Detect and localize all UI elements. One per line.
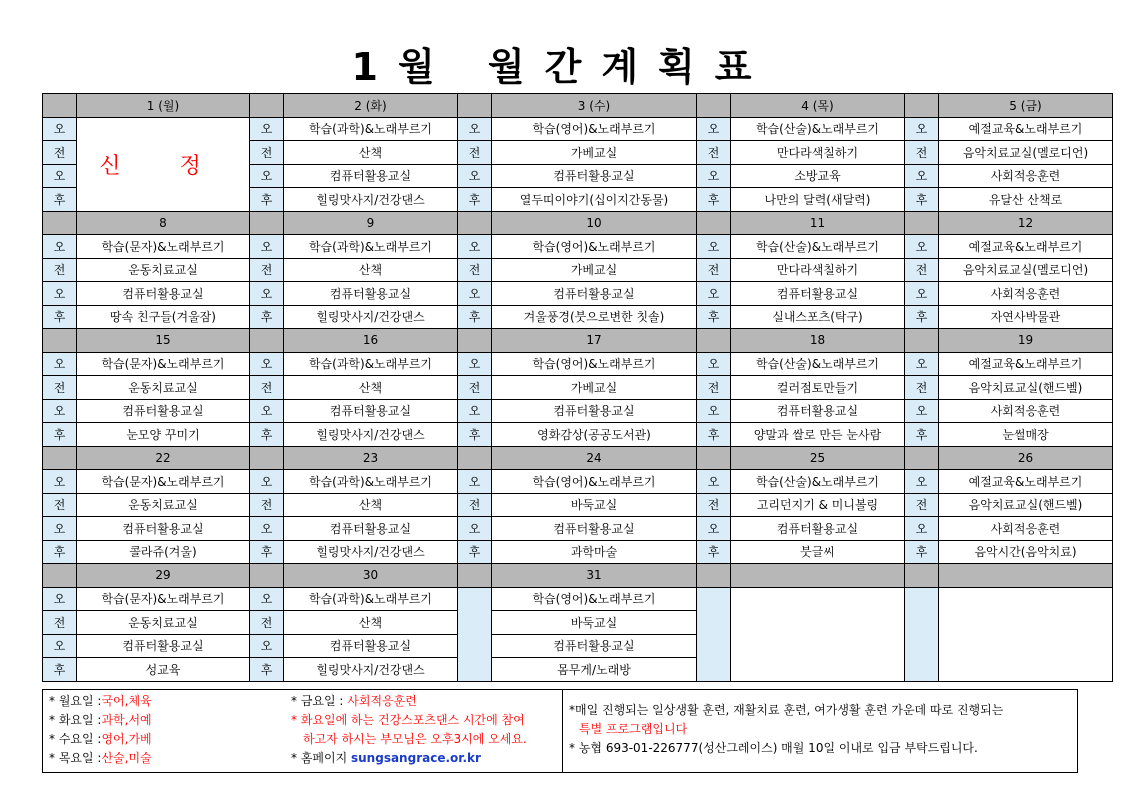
- time-label: 오: [458, 517, 492, 541]
- time-label: 오: [250, 235, 284, 259]
- activity-cell: 산책: [284, 258, 458, 282]
- time-label: 오: [458, 282, 492, 306]
- time-label: 오: [250, 470, 284, 494]
- note-bank-account: * 농협 693-01-226777(성산그레이스) 매월 10일 이내로 입금 부탁드립니다.: [569, 741, 978, 755]
- note-monday: * 월요일 :국어,체육: [49, 694, 152, 708]
- time-label: 후: [250, 188, 284, 212]
- header-spacer: [697, 446, 731, 470]
- note-friday: * 금요일 : 사회적응훈련: [291, 694, 417, 708]
- activity-cell: 컴퓨터활용교실: [492, 517, 697, 541]
- time-label: 오: [250, 282, 284, 306]
- empty-day-cell: [731, 587, 905, 681]
- activity-cell: 학습(문자)&노래부르기: [77, 352, 250, 376]
- time-label: 오: [43, 587, 77, 611]
- activity-row: [43, 540, 1113, 564]
- activity-cell: 붓글씨: [731, 540, 905, 564]
- activity-cell: 예절교육&노래부르기: [939, 470, 1113, 494]
- header-spacer: [250, 329, 284, 353]
- activity-cell: 열두띠이야기(십이지간동물): [492, 188, 697, 212]
- time-label: 전: [43, 611, 77, 635]
- time-label: 전: [250, 611, 284, 635]
- week-header-row: [43, 329, 1113, 353]
- day-header: [939, 564, 1113, 588]
- activity-cell: 가베교실: [492, 141, 697, 165]
- activity-cell: 땅속 친구들(겨울잠): [77, 305, 250, 329]
- activity-cell: 음악치료교실(멜로디언): [939, 258, 1113, 282]
- header-spacer: [43, 564, 77, 588]
- time-label: 전: [905, 493, 939, 517]
- day-header: 1 (월): [77, 94, 250, 118]
- activity-cell: 성교육: [77, 658, 250, 682]
- activity-cell: 학습(산술)&노래부르기: [731, 235, 905, 259]
- time-label: 전: [43, 493, 77, 517]
- activity-cell: 학습(과학)&노래부르기: [284, 235, 458, 259]
- activity-row: [43, 493, 1113, 517]
- day-header: 23: [284, 446, 458, 470]
- monthly-calendar: [42, 93, 1113, 682]
- activity-cell: 가베교실: [492, 376, 697, 400]
- header-spacer: [458, 94, 492, 118]
- activity-cell: 학습(과학)&노래부르기: [284, 587, 458, 611]
- activity-cell: 눈모양 꾸미기: [77, 423, 250, 447]
- activity-cell: 운동치료교실: [77, 258, 250, 282]
- time-label: 오: [905, 399, 939, 423]
- day-header: 9: [284, 211, 458, 235]
- time-label: 후: [697, 305, 731, 329]
- time-label: 후: [905, 188, 939, 212]
- header-spacer: [905, 329, 939, 353]
- activity-cell: 음악치료교실(핸드벨): [939, 493, 1113, 517]
- footer-notes: [42, 689, 1078, 773]
- header-spacer: [905, 211, 939, 235]
- activity-cell: 컴퓨터활용교실: [284, 164, 458, 188]
- time-label: 후: [905, 423, 939, 447]
- time-label: 전: [250, 141, 284, 165]
- day-header: 19: [939, 329, 1113, 353]
- time-label: 후: [250, 540, 284, 564]
- day-header: [731, 564, 905, 588]
- time-label: 오: [697, 470, 731, 494]
- time-label: 전: [697, 141, 731, 165]
- activity-cell: 실내스포츠(탁구): [731, 305, 905, 329]
- activity-cell: 산책: [284, 611, 458, 635]
- time-label: 전: [43, 376, 77, 400]
- time-label: 후: [458, 423, 492, 447]
- time-label: 전: [458, 141, 492, 165]
- activity-row: [43, 258, 1113, 282]
- activity-cell: 학습(과학)&노래부르기: [284, 117, 458, 141]
- time-label: 오: [43, 517, 77, 541]
- time-label: 오: [250, 634, 284, 658]
- activity-cell: 학습(산술)&노래부르기: [731, 470, 905, 494]
- header-spacer: [43, 446, 77, 470]
- day-header: 17: [492, 329, 697, 353]
- activity-cell: 학습(문자)&노래부르기: [77, 235, 250, 259]
- time-label: 전: [697, 493, 731, 517]
- time-label: 오: [43, 352, 77, 376]
- time-label: 전: [458, 493, 492, 517]
- activity-cell: 운동치료교실: [77, 376, 250, 400]
- activity-cell: 학습(산술)&노래부르기: [731, 117, 905, 141]
- holiday-cell: 신 정: [77, 117, 250, 211]
- activity-cell: 사회적응훈련: [939, 399, 1113, 423]
- empty-day-cell: [939, 587, 1113, 681]
- time-label: 후: [458, 188, 492, 212]
- header-spacer: [43, 94, 77, 118]
- day-header: 16: [284, 329, 458, 353]
- header-spacer: [905, 564, 939, 588]
- time-label: 오: [905, 470, 939, 494]
- activity-cell: 컴퓨터활용교실: [492, 634, 697, 658]
- header-spacer: [458, 329, 492, 353]
- activity-row: [43, 470, 1113, 494]
- day-header: 31: [492, 564, 697, 588]
- header-spacer: [905, 94, 939, 118]
- time-label: 전: [43, 258, 77, 282]
- header-spacer: [458, 564, 492, 588]
- time-label: 오: [43, 634, 77, 658]
- time-label: 전: [905, 258, 939, 282]
- activity-cell: 바둑교실: [492, 493, 697, 517]
- time-label: 전: [458, 376, 492, 400]
- time-label: 오: [250, 587, 284, 611]
- time-label: 후: [250, 658, 284, 682]
- day-header: 8: [77, 211, 250, 235]
- activity-cell: 산책: [284, 141, 458, 165]
- time-label: 오: [458, 352, 492, 376]
- time-label: 후: [43, 540, 77, 564]
- activity-cell: 사회적응훈련: [939, 164, 1113, 188]
- activity-cell: 컴퓨터활용교실: [284, 634, 458, 658]
- time-label: 오: [43, 235, 77, 259]
- header-spacer: [458, 446, 492, 470]
- note-thursday: * 목요일 :산술,미술: [49, 751, 152, 765]
- time-label: 오: [697, 282, 731, 306]
- activity-cell: 컴퓨터활용교실: [77, 517, 250, 541]
- time-label: 전: [697, 258, 731, 282]
- activity-cell: 운동치료교실: [77, 493, 250, 517]
- activity-cell: 컴퓨터활용교실: [77, 399, 250, 423]
- activity-cell: 고리던지기 & 미니볼링: [731, 493, 905, 517]
- day-header: 15: [77, 329, 250, 353]
- time-label: 오: [458, 399, 492, 423]
- activity-cell: 컴퓨터활용교실: [284, 399, 458, 423]
- time-label: 후: [905, 540, 939, 564]
- header-spacer: [697, 94, 731, 118]
- time-label: 후: [697, 188, 731, 212]
- activity-cell: 컴퓨터활용교실: [77, 282, 250, 306]
- note-homepage: * 홈페이지 sungsangrace.or.kr: [291, 751, 481, 765]
- activity-cell: 컴퓨터활용교실: [731, 399, 905, 423]
- day-header: 11: [731, 211, 905, 235]
- activity-cell: 바둑교실: [492, 611, 697, 635]
- activity-cell: 힐링맛사지/건강댄스: [284, 658, 458, 682]
- time-label: 전: [250, 376, 284, 400]
- note-daily-training: *매일 진행되는 일상생활 훈련, 재활치료 훈련, 여가생활 훈련 가운데 따로 진행되는: [569, 703, 1004, 717]
- activity-cell: 자연사박물관: [939, 305, 1113, 329]
- activity-cell: 사회적응훈련: [939, 517, 1113, 541]
- homepage-link[interactable]: sungsangrace.or.kr: [351, 751, 481, 765]
- day-header: 22: [77, 446, 250, 470]
- time-label: 오: [905, 164, 939, 188]
- note-dance: * 화요일에 하는 건강스포츠댄스 시간에 참여: [291, 713, 525, 727]
- time-label: 오: [458, 470, 492, 494]
- time-label: 오: [697, 117, 731, 141]
- time-label: 후: [458, 305, 492, 329]
- empty-label-cell: [697, 587, 731, 681]
- activity-row: [43, 117, 1113, 141]
- day-header: 10: [492, 211, 697, 235]
- activity-row: [43, 517, 1113, 541]
- activity-row: [43, 423, 1113, 447]
- time-label: 전: [250, 258, 284, 282]
- activity-cell: 몸무게/노래방: [492, 658, 697, 682]
- activity-cell: 컴퓨터활용교실: [284, 282, 458, 306]
- header-spacer: [697, 564, 731, 588]
- activity-cell: 산책: [284, 493, 458, 517]
- header-spacer: [250, 94, 284, 118]
- time-label: 오: [250, 117, 284, 141]
- note-dance-time: 하고자 하시는 부모님은 오후3시에 오세요.: [303, 732, 527, 746]
- week-header-row: [43, 94, 1113, 118]
- activity-cell: 힐링맛사지/건강댄스: [284, 188, 458, 212]
- activity-cell: 컴퓨터활용교실: [492, 399, 697, 423]
- activity-cell: 음악시간(음악치료): [939, 540, 1113, 564]
- time-label: 전: [458, 258, 492, 282]
- activity-cell: 학습(산술)&노래부르기: [731, 352, 905, 376]
- time-label: 후: [43, 658, 77, 682]
- activity-row: [43, 235, 1113, 259]
- activity-cell: 양말과 쌀로 만든 눈사람: [731, 423, 905, 447]
- header-spacer: [250, 211, 284, 235]
- activity-cell: 컴퓨터활용교실: [492, 164, 697, 188]
- time-label: 후: [43, 188, 77, 212]
- time-label: 후: [905, 305, 939, 329]
- day-header: 4 (목): [731, 94, 905, 118]
- time-label: 전: [697, 376, 731, 400]
- time-label: 전: [905, 141, 939, 165]
- time-label: 오: [43, 470, 77, 494]
- activity-cell: 학습(문자)&노래부르기: [77, 587, 250, 611]
- activity-row: [43, 587, 1113, 611]
- activity-cell: 예절교육&노래부르기: [939, 117, 1113, 141]
- time-label: 오: [43, 399, 77, 423]
- time-label: 오: [43, 117, 77, 141]
- time-label: 전: [905, 376, 939, 400]
- week-header-row: [43, 446, 1113, 470]
- day-header: 12: [939, 211, 1113, 235]
- week-header-row: [43, 564, 1113, 588]
- header-spacer: [697, 329, 731, 353]
- activity-cell: 힐링맛사지/건강댄스: [284, 305, 458, 329]
- header-spacer: [43, 329, 77, 353]
- activity-cell: 겨울풍경(붓으로변한 칫솔): [492, 305, 697, 329]
- time-label: 전: [43, 141, 77, 165]
- empty-label-cell: [458, 587, 492, 681]
- note-wednesday: * 수요일 :영어,가베: [49, 732, 152, 746]
- header-spacer: [43, 211, 77, 235]
- time-label: 후: [250, 423, 284, 447]
- day-header: 2 (화): [284, 94, 458, 118]
- activity-row: [43, 305, 1113, 329]
- time-label: 후: [250, 305, 284, 329]
- time-label: 오: [697, 235, 731, 259]
- activity-cell: 가베교실: [492, 258, 697, 282]
- header-spacer: [458, 211, 492, 235]
- time-label: 오: [905, 235, 939, 259]
- time-label: 오: [43, 164, 77, 188]
- day-header: 29: [77, 564, 250, 588]
- empty-label-cell: [905, 587, 939, 681]
- time-label: 오: [458, 235, 492, 259]
- activity-cell: 음악치료교실(멜로디언): [939, 141, 1113, 165]
- time-label: 후: [43, 423, 77, 447]
- time-label: 오: [458, 117, 492, 141]
- time-label: 후: [458, 540, 492, 564]
- activity-cell: 예절교육&노래부르기: [939, 352, 1113, 376]
- time-label: 후: [697, 540, 731, 564]
- activity-row: [43, 282, 1113, 306]
- activity-cell: 소방교육: [731, 164, 905, 188]
- activity-cell: 학습(영어)&노래부르기: [492, 117, 697, 141]
- activity-cell: 힐링맛사지/건강댄스: [284, 540, 458, 564]
- activity-cell: 컴퓨터활용교실: [492, 282, 697, 306]
- time-label: 오: [250, 399, 284, 423]
- time-label: 오: [458, 164, 492, 188]
- page-title: 1월 월간계획표: [351, 45, 772, 89]
- activity-cell: 컴퓨터활용교실: [731, 282, 905, 306]
- activity-cell: 유달산 산책로: [939, 188, 1113, 212]
- activity-cell: 운동치료교실: [77, 611, 250, 635]
- activity-cell: 학습(영어)&노래부르기: [492, 470, 697, 494]
- activity-row: [43, 352, 1113, 376]
- note-tuesday: * 화요일 :과학,서예: [49, 713, 152, 727]
- week-header-row: [43, 211, 1113, 235]
- day-header: 25: [731, 446, 905, 470]
- time-label: 전: [250, 493, 284, 517]
- activity-cell: 학습(영어)&노래부르기: [492, 352, 697, 376]
- activity-cell: 학습(문자)&노래부르기: [77, 470, 250, 494]
- activity-cell: 학습(과학)&노래부르기: [284, 470, 458, 494]
- note-special-program: 특별 프로그램입니다: [579, 722, 688, 736]
- activity-cell: 컴퓨터활용교실: [731, 517, 905, 541]
- activity-cell: 예절교육&노래부르기: [939, 235, 1113, 259]
- activity-cell: 컬러점토만들기: [731, 376, 905, 400]
- day-header: 26: [939, 446, 1113, 470]
- day-header: 24: [492, 446, 697, 470]
- activity-cell: 콜라쥬(겨울): [77, 540, 250, 564]
- day-header: 3 (수): [492, 94, 697, 118]
- activity-cell: 산책: [284, 376, 458, 400]
- day-header: 30: [284, 564, 458, 588]
- activity-row: [43, 376, 1113, 400]
- time-label: 오: [697, 352, 731, 376]
- time-label: 후: [697, 423, 731, 447]
- time-label: 오: [905, 117, 939, 141]
- time-label: 오: [697, 517, 731, 541]
- activity-cell: 음악치료교실(핸드벨): [939, 376, 1113, 400]
- header-spacer: [905, 446, 939, 470]
- activity-cell: 학습(과학)&노래부르기: [284, 352, 458, 376]
- time-label: 후: [43, 305, 77, 329]
- header-spacer: [250, 564, 284, 588]
- activity-cell: 컴퓨터활용교실: [284, 517, 458, 541]
- day-header: 5 (금): [939, 94, 1113, 118]
- time-label: 오: [250, 164, 284, 188]
- activity-cell: 만다라색칠하기: [731, 258, 905, 282]
- time-label: 오: [250, 517, 284, 541]
- time-label: 오: [905, 282, 939, 306]
- activity-row: [43, 399, 1113, 423]
- header-spacer: [697, 211, 731, 235]
- activity-cell: 만다라색칠하기: [731, 141, 905, 165]
- day-header: 18: [731, 329, 905, 353]
- activity-cell: 컴퓨터활용교실: [77, 634, 250, 658]
- time-label: 오: [697, 164, 731, 188]
- activity-cell: 학습(영어)&노래부르기: [492, 587, 697, 611]
- time-label: 오: [905, 352, 939, 376]
- activity-cell: 영화감상(공공도서관): [492, 423, 697, 447]
- activity-cell: 사회적응훈련: [939, 282, 1113, 306]
- activity-cell: 과학마술: [492, 540, 697, 564]
- time-label: 오: [250, 352, 284, 376]
- header-spacer: [250, 446, 284, 470]
- activity-cell: 나만의 달력(새달력): [731, 188, 905, 212]
- activity-cell: 힐링맛사지/건강댄스: [284, 423, 458, 447]
- time-label: 오: [697, 399, 731, 423]
- time-label: 오: [43, 282, 77, 306]
- activity-cell: 학습(영어)&노래부르기: [492, 235, 697, 259]
- time-label: 오: [905, 517, 939, 541]
- activity-cell: 눈썰매장: [939, 423, 1113, 447]
